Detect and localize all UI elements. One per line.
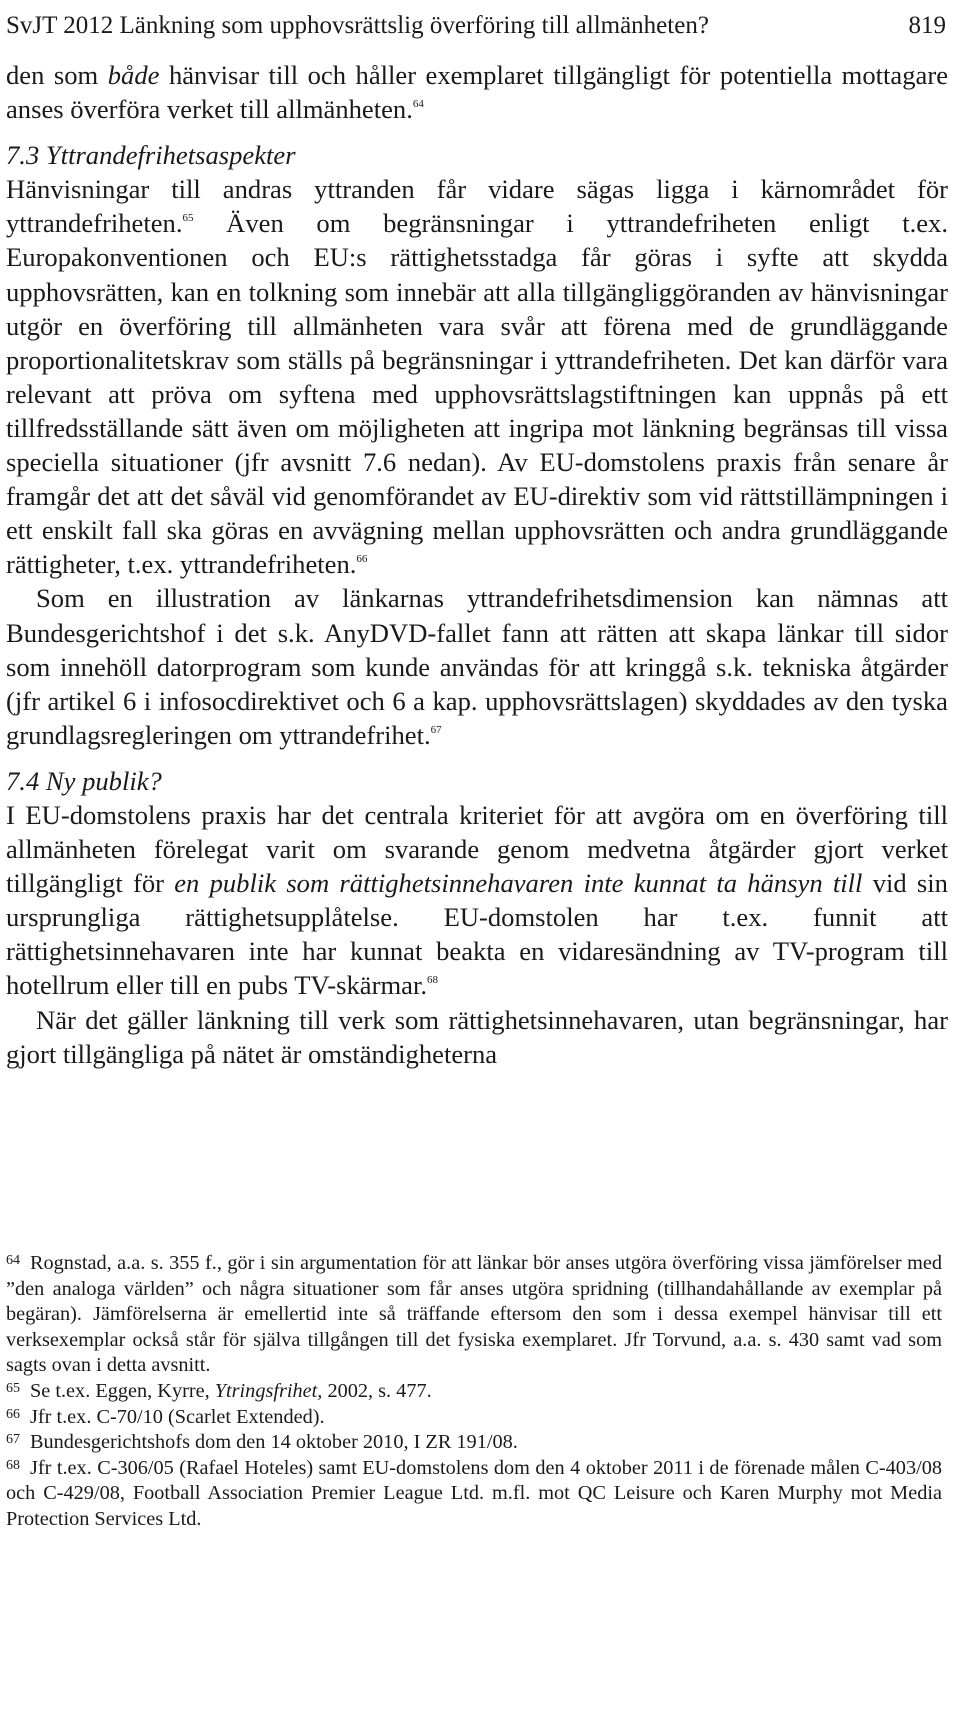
footnote-66: $^{66}$ Jfr t.ex. C-70/10 (Scarlet Extended). <box>6 1405 325 1428</box>
emphasis: en publik som rättighetsinnehavaren inte kunnat ta hänsyn till <box>174 868 863 899</box>
footnote-65: $^{65}$ Se t.ex. Eggen, Kyrre, Ytringsfrihet, 2002, s. 477. <box>6 1379 432 1402</box>
footnote-64: $^{64}$ Rognstad, a.a. s. 355 f., gör i sin argumentation för att länkar bör anses utgöra överföring vissa jämförelser med ”den analoga världen” och några situationer som får anses utgöra spridning (tillhandahållande av exemplar på begäran). Jämförelserna är emellertid inte så träffande eftersom den som i dessa exempel hänvisar till ett verksexemplar också står för själva tillgången till det fysiska exemplaret. Jfr Torvund, a.a. s. 430 samt vad som sagts ovan i detta avsnitt. <box>6 1252 942 1377</box>
footnote-ref-68[interactable]: 68 <box>427 974 438 987</box>
footnote-number: 68 <box>6 1457 20 1473</box>
footnote-67: $^{67}$ Bundesgerichtshofs dom den 14 oktober 2010, I ZR 191/08. <box>6 1431 518 1454</box>
footnote-number: 64 <box>6 1253 20 1268</box>
footnote-number: 65 <box>6 1380 20 1396</box>
footnote-ref-67[interactable]: 67 <box>430 723 442 736</box>
page-number: 819 <box>908 12 946 39</box>
section-heading-7-3: 7.3 Yttrandefrihetsaspekter <box>6 140 296 171</box>
paragraph-7-3-b: Som en illustration av länkarnas yttrandefrihetsdimension kan nämnas att Bundesgerichtshof i det s.k. AnyDVD-fallet fann att rätten att skapa länkar till sidor som innehöll datorprogram som kunde användas för att kringgå s.k. tekniska åtgärder (jfr artikel 6 i infosocdirektivet och 6 a kap. upphovsrättslagen) skyddades av den tyska grundlagsregleringen om yttrandefrihet.$^{67}$ <box>6 583 948 750</box>
footnotes <box>6 1251 942 1533</box>
footnote-number: 66 <box>6 1406 20 1422</box>
footnote-68: $^{68}$ Jfr t.ex. C-306/05 (Rafael Hoteles) samt EU-domstolens dom den 4 oktober 2011 i de förenade målen C-403/08 och C-429/08, Football Association Premier League Ltd. m.fl. mot QC Leisure och Karen Murphy mot Media Protection Services Ltd. <box>6 1456 942 1530</box>
paragraph-7-4-b: När det gäller länkning till verk som rättighetsinnehavaren, utan begränsningar, har gjort tillgängliga på nätet är omständigheterna <box>6 1004 948 1069</box>
footnote-ref-66[interactable]: 66 <box>356 553 368 566</box>
footnote-ref-64[interactable]: 64 <box>412 98 424 111</box>
emphasis: Ytringsfrihet, <box>214 1379 323 1402</box>
paragraph-intro: den som både hänvisar till och håller exemplaret tillgängligt för potentiella mottagare anses överföra verket till allmänheten.$^{64}$ <box>6 60 948 125</box>
running-header <box>6 8 954 44</box>
paragraph-7-4-a: I EU-domstolens praxis har det centrala kriteriet för att avgöra om en överföring till allmänheten förelegat varit om svarande genom medvetna åtgärder gjort verket tillgängligt för en publik som rättighetsinnehavaren inte kunnat ta hänsyn till vid sin ursprungliga rättighetsupplåtelse. EU-domstolen har t.ex. funnit att rättighetsinnehavaren inte har kunnat beakta en vidaresändning av TV-program till hotellrum eller till en pubs TV-skärmar.$^{68}$ <box>6 799 948 1001</box>
running-title: SvJT 2012 Länkning som upphovsrättslig överföring till allmänheten? <box>6 12 709 39</box>
emphasis: både <box>107 60 160 90</box>
main-text <box>6 58 948 1071</box>
paragraph-7-3-a: Hänvisningar till andras yttranden får vidare sägas ligga i kärnområdet för yttrandefriheten.$^{65}$ Även om begränsningar i yttrandefriheten enligt t.ex. Europakonventionen och EU:s rättighetsstadga får göras i syfte att skydda upphovsrätten, kan en tolkning som innebär att alla tillgängliggöranden av hänvisningar utgör en överföring till allmänheten vara svår att förena med de grundläggande proportionalitetskrav som ställs på begränsningar i yttrandefriheten. Det kan därför vara relevant att pröva om syftena med upphovsrättslagstiftningen kan uppnås på ett tillfredsställande sätt även om möjligheten att ingripa mot länkning begränsas till vissa speciella situationer (jfr avsnitt 7.6 nedan). Av EU-domstolens praxis från senare år framgår det att det såväl vid genomförandet av EU-direktiv som vid rättstillämpningen i ett enskilt fall ska göras en avvägning mellan upphovsrätten och andra grundläggande rättigheter, t.ex. yttrandefriheten.$^{66}$ <box>6 174 948 580</box>
footnote-ref-65[interactable]: 65 <box>182 212 194 225</box>
section-heading-7-4: 7.4 Ny publik? <box>6 765 162 796</box>
footnote-number: 67 <box>6 1432 20 1448</box>
